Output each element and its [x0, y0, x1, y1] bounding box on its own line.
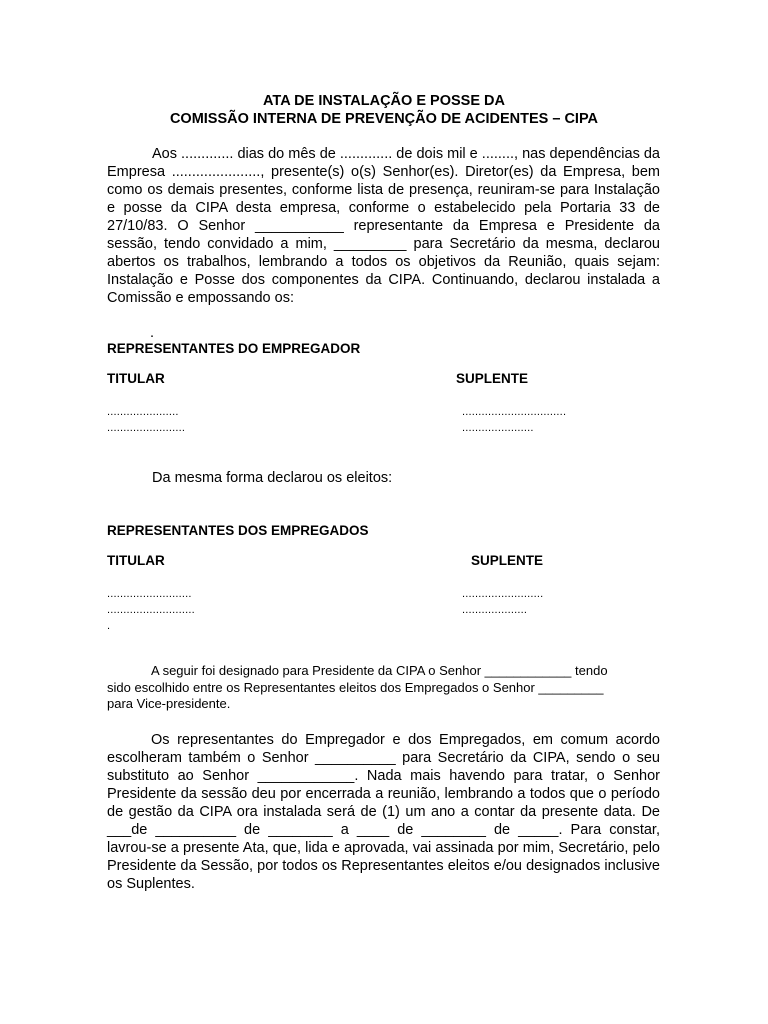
stray-dot: . [150, 325, 155, 341]
president-designation-paragraph [107, 663, 660, 713]
employer-suplente-line: ................................ [462, 406, 567, 418]
employer-titular-label: TITULAR [107, 371, 165, 386]
closing-paragraph: Os representantes do Empregador e dos Empregados, em comum acordo escolheram também o Senhor __________ para Secretário da CIPA, sendo o seu substituto ao Senhor ____________. Nada mais havendo para tratar, o Senhor Presidente da sessão deu por encerrada a reunião, lembrando a todos que o período de gestão da CIPA ora instalada será de (1) um ano a contar da presente data. De ___de __________ de ________ a ____ de ________ de _____. Para constar, lavrou-se a presente Ata, que, lida e aprovada, vai assinada por mim, Secretário, pelo Presidente da Sessão, por todos os Representantes eleitos e/ou designados inclusive os Suplentes. [107, 732, 660, 892]
employees-suplente-label: SUPLENTE [471, 553, 544, 568]
employer-suplente-line: ...................... [462, 422, 534, 434]
employees-suplente-line: .................... [462, 604, 528, 616]
employees-titular-line: ........................... [107, 604, 195, 616]
employees-representatives-heading: REPRESENTANTES DOS EMPREGADOS [107, 523, 369, 538]
employees-suplente-line: ......................... [462, 588, 544, 600]
employer-suplente-label: SUPLENTE [456, 371, 529, 386]
employer-titular-line: ...................... [107, 406, 179, 418]
document-title-line-2: COMISSÃO INTERNA DE PREVENÇÃO DE ACIDENTES – CIPA [169, 111, 599, 127]
employer-titular-line: ........................ [107, 422, 186, 434]
stray-dot: . [107, 620, 111, 632]
president-designation-text: A seguir foi designado para Presidente da CIPA o Senhor ____________ tendo sido escolhido entre os Representantes eleitos dos Empregados o Senhor _________ para Vice-presidente. [107, 663, 608, 711]
employer-representatives-heading: REPRESENTANTES DO EMPREGADOR [107, 341, 361, 356]
elected-intro-text: Da mesma forma declarou os eleitos: [152, 470, 393, 486]
employees-titular-line: .......................... [107, 588, 192, 600]
employees-titular-label: TITULAR [107, 553, 165, 568]
document-title-line-1: ATA DE INSTALAÇÃO E POSSE DA [263, 93, 505, 109]
opening-paragraph: Aos ............. dias do mês de ............. de dois mil e ........, nas dependências da Empresa ......................, presente(s) o(s) Senhor(es). Diretor(es) da Empresa, bem como os demais presentes, conforme lista de presença, reuniram-se para Instalação e posse da CIPA desta empresa, conforme o estabelecido pela Portaria 33 de 27/10/83. O Senhor ___________ representante da Empresa e Presidente da sessão, tendo convidado a mim, _________ para Secretário da mesma, declarou abertos os trabalhos, lembrando a todos os objetivos da Reunião, quais sejam: Instalação e Posse dos componentes da CIPA. Continuando, declarou instalada a Comissão e empossando os: [107, 146, 660, 306]
